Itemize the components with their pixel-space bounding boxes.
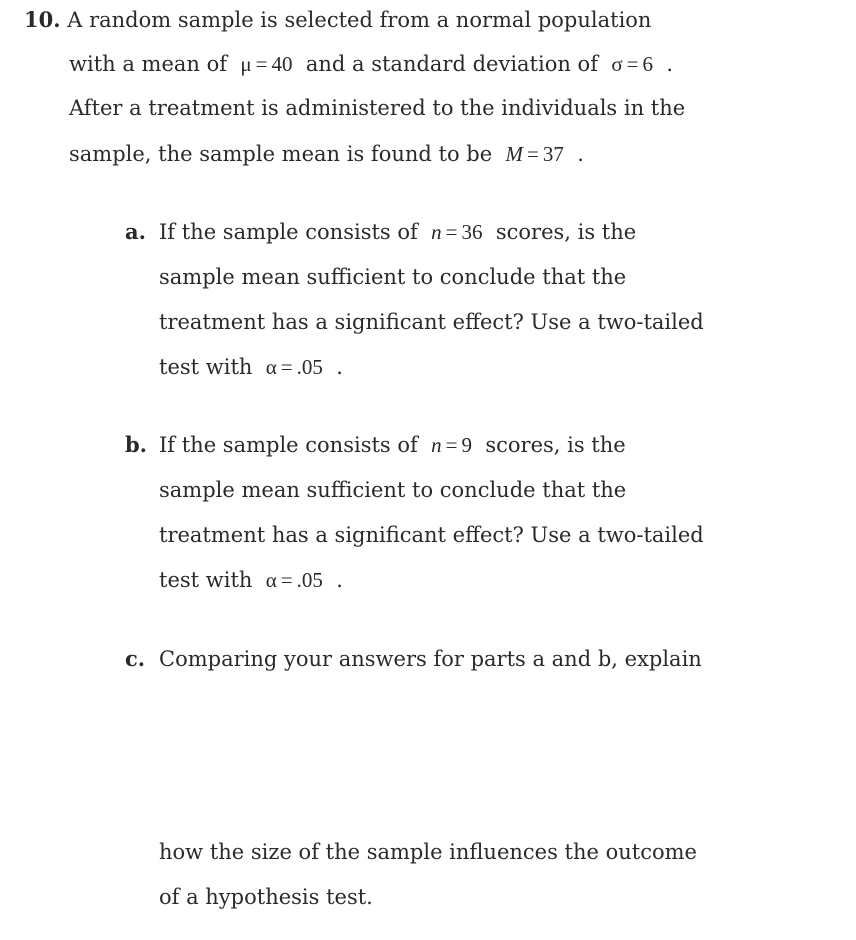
n-value: 36 <box>461 220 483 244</box>
m-value: 37 <box>542 142 564 166</box>
problem-line-4 <box>69 140 584 168</box>
equals-sign: = <box>280 568 293 592</box>
equals-sign: = <box>626 52 639 76</box>
part-text: of a hypothesis test. <box>159 885 373 909</box>
part-text: sample mean sufficient to conclude that the <box>159 478 627 502</box>
part-text: If the sample consists of <box>159 220 418 244</box>
n-expression <box>431 433 472 457</box>
problem-text: with a mean of <box>69 52 228 76</box>
m-symbol: M <box>505 142 523 166</box>
equals-sign: = <box>280 355 293 379</box>
equals-sign: = <box>527 142 539 166</box>
problem-number: 10. <box>24 7 61 32</box>
part-a-letter: a. <box>125 219 146 244</box>
period: . <box>666 52 674 76</box>
alpha-expression <box>266 355 323 379</box>
part-a-line-3 <box>159 308 704 336</box>
part-text: Comparing your answers for parts a and b, explain <box>159 647 702 671</box>
sigma-value: 6 <box>642 52 653 76</box>
part-a-line-4 <box>159 353 343 381</box>
period: . <box>336 355 343 379</box>
n-symbol: n <box>431 433 442 457</box>
part-b-line-2 <box>159 476 626 504</box>
part-text: sample mean sufficient to conclude that the <box>159 265 627 289</box>
alpha-value: .05 <box>296 568 323 592</box>
problem-line-2 <box>69 50 673 78</box>
part-c-letter: c. <box>125 646 146 671</box>
sigma-expression <box>611 52 653 76</box>
equals-sign: = <box>445 220 458 244</box>
part-b-line-4 <box>159 566 343 594</box>
part-a-line-1 <box>125 218 637 246</box>
part-text: test with <box>159 355 253 379</box>
n-symbol: n <box>431 220 442 244</box>
part-text: how the size of the sample influences the outcome <box>159 840 697 864</box>
part-c-line-2 <box>159 838 697 866</box>
part-a-line-2 <box>159 263 626 291</box>
mu-value: 40 <box>271 52 293 76</box>
alpha-symbol: α <box>265 568 277 592</box>
alpha-value: .05 <box>296 355 323 379</box>
part-text: scores, is the <box>485 433 626 457</box>
problem-text: and a standard deviation of <box>305 52 598 76</box>
part-c-line-1 <box>125 645 702 673</box>
problem-line-1 <box>24 6 651 34</box>
part-text: test with <box>159 568 253 592</box>
period: . <box>336 568 343 592</box>
mu-symbol: μ <box>240 52 252 76</box>
part-b-letter: b. <box>125 432 147 457</box>
period: . <box>577 142 584 166</box>
problem-text: sample, the sample mean is found to be <box>69 142 493 166</box>
part-b-line-1 <box>125 431 626 459</box>
part-text: If the sample consists of <box>159 433 418 457</box>
part-text: treatment has a significant effect? Use a two-tailed <box>159 523 704 547</box>
part-text: scores, is the <box>495 220 637 244</box>
sample-mean-expression <box>506 142 564 166</box>
problem-text: A random sample is selected from a normal population <box>67 8 652 32</box>
problem-text: After a treatment is administered to the individuals in the <box>69 96 686 120</box>
sigma-symbol: σ <box>611 52 623 76</box>
n-expression <box>431 220 482 244</box>
part-b-line-3 <box>159 521 704 549</box>
part-c-line-3 <box>159 883 373 911</box>
part-text: treatment has a significant effect? Use a two-tailed <box>159 310 704 334</box>
mu-expression <box>240 52 292 76</box>
equals-sign: = <box>255 52 268 76</box>
alpha-symbol: α <box>265 355 277 379</box>
n-value: 9 <box>461 433 472 457</box>
alpha-expression <box>266 568 323 592</box>
problem-line-3 <box>69 94 685 122</box>
equals-sign: = <box>445 433 458 457</box>
